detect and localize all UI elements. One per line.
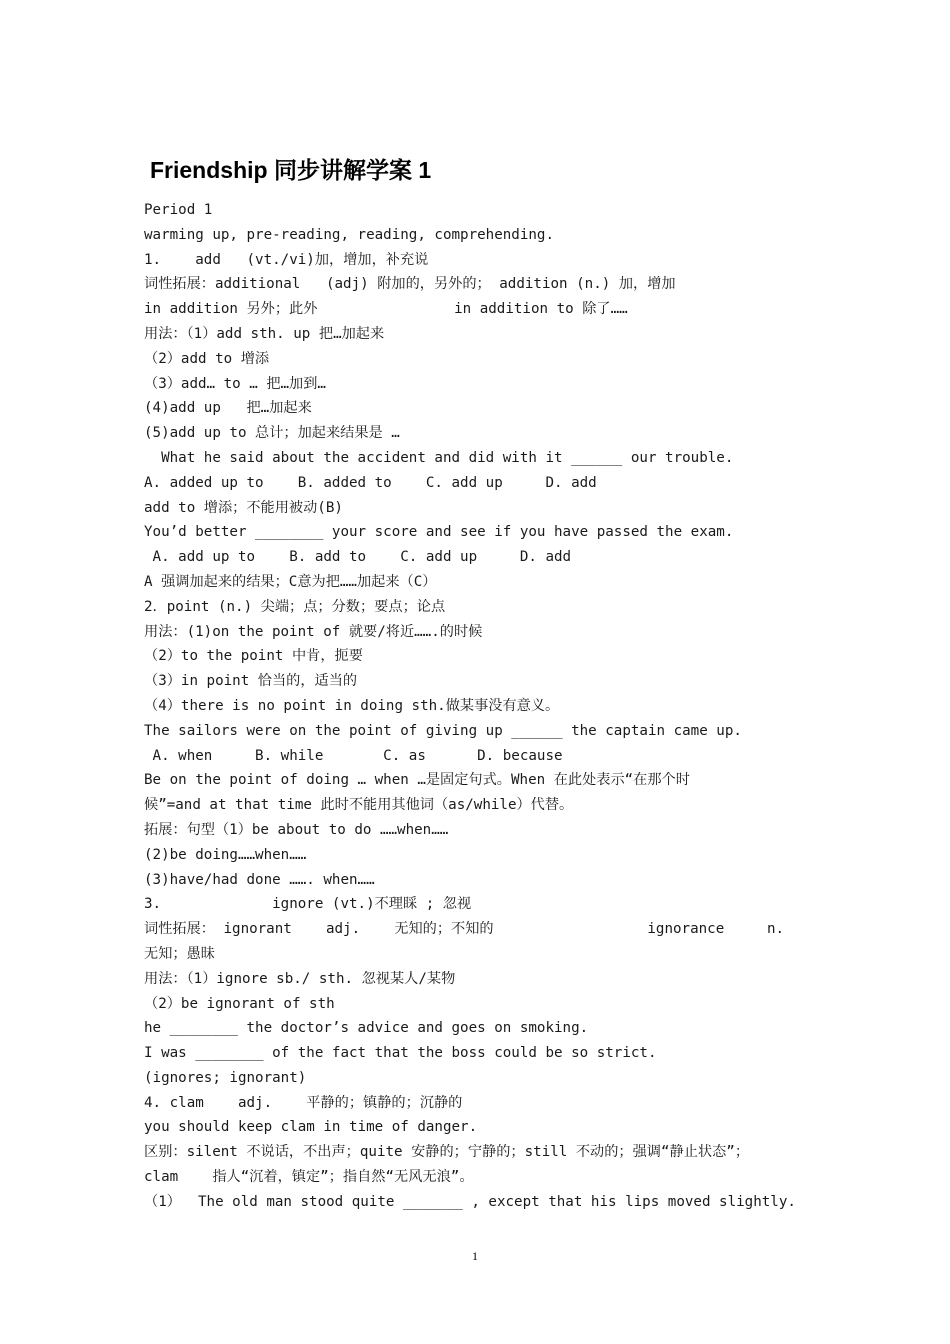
page-number: 1 xyxy=(472,1249,478,1263)
text-line: 区别：silent 不说话，不出声；quite 安静的；宁静的；still 不动的；强调“静止状态”； xyxy=(144,1144,750,1161)
text-line: A. added up to B. added to C. add up D. add xyxy=(144,474,597,491)
text-line: 4. clam adj. 平静的；镇静的；沉静的 xyxy=(144,1094,463,1111)
text-line: （2）add to 增添 xyxy=(144,350,270,367)
text-line: 词性拓展： ignorant adj. 无知的；不知的 ignorance n. xyxy=(144,921,785,938)
text-line: Period 1 xyxy=(144,202,213,218)
text-line: (4)add up 把…加起来 xyxy=(144,400,312,417)
text-line: (2)be doing……when…… xyxy=(144,846,307,863)
text-line: 2．point (n.) 尖端；点；分数；要点；论点 xyxy=(144,598,446,615)
text-line: (ignores; ignorant) xyxy=(144,1069,307,1086)
text-line: （2）be ignorant of sth xyxy=(144,995,335,1012)
text-line: You’d better ________ your score and see if you have passed the exam. xyxy=(144,524,734,541)
text-line: The sailors were on the point of giving up ______ the captain came up. xyxy=(144,722,742,739)
text-line: （1） The old man stood quite _______ , except that his lips moved slightly. xyxy=(144,1193,796,1210)
text-line: you should keep clam in time of danger. xyxy=(144,1119,478,1136)
text-line: （4）there is no point in doing sth.做某事没有意义。 xyxy=(144,697,560,714)
document-body xyxy=(144,198,824,1215)
text-line: 3. ignore (vt.)不理睬 ; 忽视 xyxy=(144,896,472,913)
text-line: he ________ the doctor’s advice and goes on smoking. xyxy=(144,1020,589,1037)
text-line: 1. add (vt./vi)加，增加，补充说 xyxy=(144,251,429,268)
text-line: What he said about the accident and did with it ______ our trouble. xyxy=(144,449,734,466)
text-line: I was ________ of the fact that the boss could be so strict. xyxy=(144,1045,657,1062)
text-line: 用法：(1)on the point of 就要/将近…….的时候 xyxy=(144,623,483,640)
text-line: 词性拓展：additional (adj) 附加的，另外的； addition (n.) 加，增加 xyxy=(144,276,676,293)
text-line: in addition 另外；此外 in addition to 除了…… xyxy=(144,301,628,318)
text-line: A. when B. while C. as D. because xyxy=(144,747,563,764)
text-line: Be on the point of doing … when …是固定句式。When 在此处表示“在那个时 xyxy=(144,772,690,789)
document-title: Friendship 同步讲解学案 1 xyxy=(150,157,432,183)
text-line: A 强调加起来的结果；C意为把……加起来（C） xyxy=(144,573,437,590)
text-line: warming up, pre-reading, reading, comprehending. xyxy=(144,226,554,243)
text-line: （3）in point 恰当的，适当的 xyxy=(144,673,358,690)
text-line: 拓展：句型（1）be about to do ……when…… xyxy=(144,821,449,838)
text-line: （3）add… to … 把…加到… xyxy=(144,375,326,392)
text-line: add to 增添；不能用被动(B) xyxy=(144,499,343,516)
text-line: 用法：（1）ignore sb./ sth. 忽视某人/某物 xyxy=(144,970,456,987)
text-line: （2）to the point 中肯，扼要 xyxy=(144,648,363,665)
text-line: A. add up to B. add to C. add up D. add xyxy=(144,549,572,566)
text-line: clam 指人“沉着，镇定”；指自然“无风无浪”。 xyxy=(144,1169,474,1186)
text-line: (3)have/had done ……. when…… xyxy=(144,871,375,888)
text-line: 候”=and at that time 此时不能用其他词（as/while）代替。 xyxy=(144,797,574,814)
text-line: 无知；愚昧 xyxy=(144,945,215,962)
text-line: 用法：（1）add sth. up 把…加起来 xyxy=(144,325,385,342)
text-line: (5)add up to 总计；加起来结果是 … xyxy=(144,425,400,442)
